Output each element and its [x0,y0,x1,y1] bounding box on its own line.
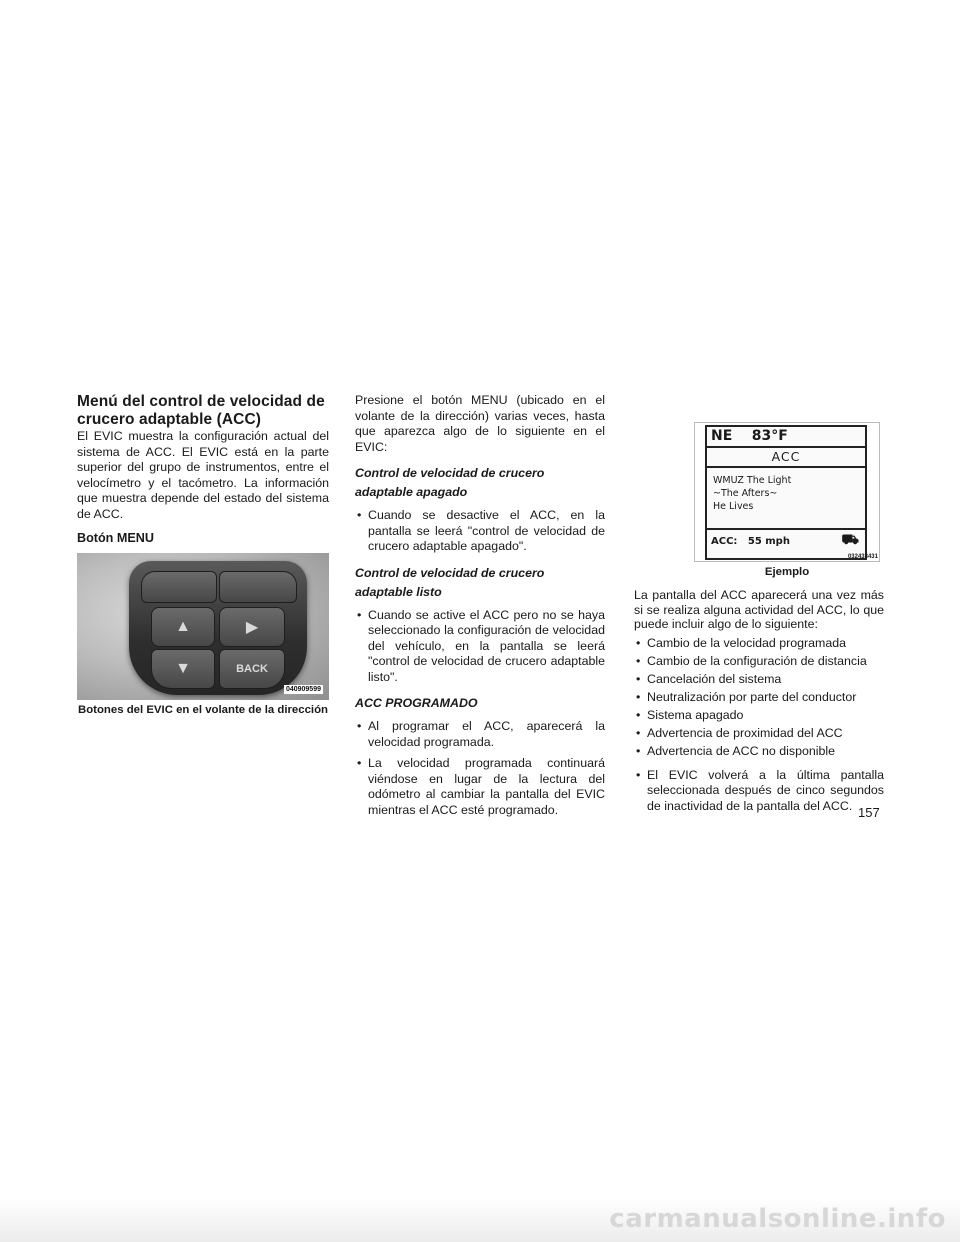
list-item: • El EVIC volverá a la última pantalla seleccionada después de cinco segundos de inactividad de la pantalla del ACC. [636,767,884,813]
figure-caption: Ejemplo [764,566,810,578]
section-heading-ready: Control de velocidad de crucero adaptable listo [355,565,545,599]
menu-button-heading: Botón MENU [77,531,154,545]
list-item: • Cambio de la configuración de distancia [636,653,867,668]
bullet-icon: • [636,653,641,668]
figure-code: 040909599 [285,685,321,693]
bullet-icon: • [636,707,641,722]
bullet-icon: • [357,719,362,733]
section-heading-off: Control de velocidad de crucero adaptable apagado [355,466,545,499]
display-acc-speed: ACC: 55 mph ⛟ [711,532,859,548]
back-button [219,649,285,689]
intro-paragraph: Presione el botón MENU (ubicado en el volante de la dirección) varias veces, hasta que aparezca algo de lo siguiente en el EVIC: [355,393,605,454]
list-item: • Neutralización por parte del conductor [636,689,857,704]
right-arrow-icon: ▶ [245,618,259,636]
evic-buttons-photo [77,553,329,700]
activity-list [634,636,884,759]
display-radio-text: WMUZ The Light ~The Afters~ He Lives [707,468,865,530]
list-item: • La velocidad programada continuará viéndose en lugar de la lectura del odómetro al cambiar la pantalla del EVIC mientras el ACC esté programado. [357,756,605,817]
bullet-icon: • [636,635,641,650]
page-number: 157 [858,805,880,820]
display-screen [705,425,867,560]
bullet-icon: • [357,508,362,522]
intro-paragraph: La pantalla del ACC aparecerá una vez más si se realiza alguna actividad del ACC, lo que puede incluir algo de lo siguiente: [634,588,884,631]
section-heading-programmed: ACC PROGRAMADO [355,696,478,710]
bullet-icon: • [357,607,362,622]
list-item: • Cambio de la velocidad programada [636,635,847,650]
bullet-icon: • [636,767,641,782]
intro-paragraph: El EVIC muestra la configuración actual del sistema de ACC. El EVIC está en la parte superior del grupo de instrumentos, entre el velocímetro y el tacómetro. La información que muestra depende del estado del sistema de ACC. [77,429,329,521]
watermark-bar [0,1198,960,1242]
display-acc-title: ACC [707,448,865,468]
back-label: BACK [236,662,268,675]
evic-display [694,422,880,562]
bullet-list-off [355,508,605,555]
evic-buttons-figure [77,553,329,716]
down-button [151,649,215,689]
top-left-button [141,571,217,603]
figure-code: 032433431 [847,554,878,560]
bullet-icon: • [636,671,641,686]
column-2 [355,393,605,827]
column-1 [77,393,329,716]
bullet-icon: • [636,725,641,740]
final-bullet-list [634,768,884,815]
list-item: • Advertencia de ACC no disponible [636,743,836,758]
top-right-button [219,571,297,603]
list-item: • Cuando se active el ACC pero no se haya seleccionado la configuración de velocidad del vehículo, en la pantalla se leerá "control de velocidad de crucero adaptable listo". [357,607,605,684]
figure-caption: Botones del EVIC en el volante de la dirección [77,703,329,716]
bullet-list-ready [355,608,605,686]
right-button [219,607,285,647]
list-item: • Cuando se desactive el ACC, en la pantalla se leerá "control de velocidad de crucero adaptable apagado". [357,508,605,553]
down-arrow-icon: ▼ [175,659,191,677]
bullet-icon: • [636,743,641,758]
list-item: • Al programar el ACC, aparecerá la velocidad programada. [357,719,605,749]
column-3 [634,422,884,823]
section-title: Menú del control de velocidad de crucero adaptable (ACC) [77,393,325,428]
up-button [151,607,215,647]
bullet-icon: • [636,689,641,704]
display-heading-temp: NE 83°F [707,427,865,448]
car-distance-icon: ⛟ [841,532,859,548]
list-item: • Sistema apagado [636,707,744,722]
bullet-icon: • [357,756,362,770]
watermark-text: carmanualsonline.info [609,1204,946,1234]
up-arrow-icon: ▲ [175,617,191,635]
list-item: • Advertencia de proximidad del ACC [636,725,843,740]
evic-display-figure [634,422,884,578]
bullet-list-programmed [355,719,605,818]
list-item: • Cancelación del sistema [636,671,782,686]
